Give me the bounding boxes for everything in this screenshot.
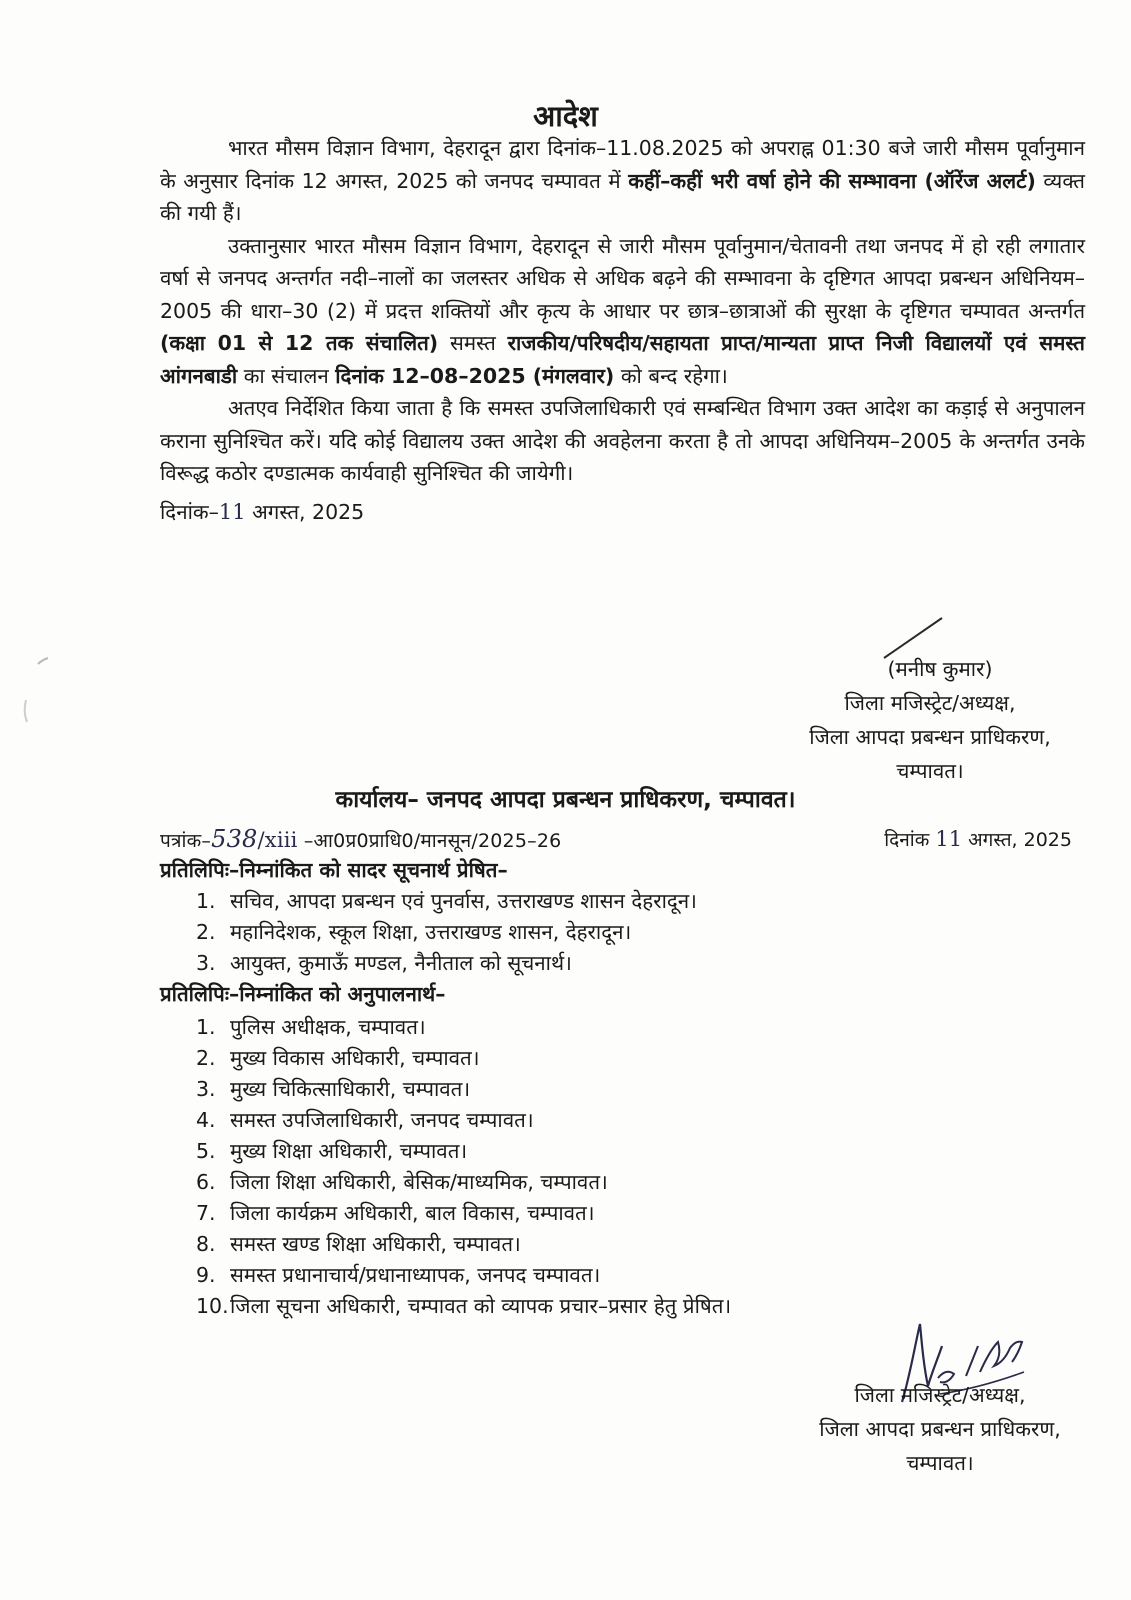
item-number: 6. bbox=[196, 1170, 216, 1194]
item-text: महानिदेशक, स्कूल शिक्षा, उत्तराखण्ड शासन, देहरादून। bbox=[230, 920, 632, 944]
item-text: समस्त खण्ड शिक्षा अधिकारी, चम्पावत। bbox=[230, 1232, 521, 1256]
item-text: मुख्य चिकित्साधिकारी, चम्पावत। bbox=[230, 1077, 471, 1101]
scan-margin-mark bbox=[18, 640, 58, 730]
item-number: 3. bbox=[196, 1077, 216, 1101]
school-types-text: राजकीय/परिषदीय/सहायता प्राप्त/मान्यता प्राप्त निजी विद्यालयों एवं समस्त आंगनबाडी bbox=[160, 331, 1085, 388]
list-item bbox=[196, 1105, 731, 1136]
para2-mid2: का संचालन bbox=[237, 363, 336, 388]
signature-block-1 bbox=[760, 652, 1100, 788]
item-text: मुख्य शिक्षा अधिकारी, चम्पावत। bbox=[230, 1139, 468, 1163]
letter-date-handwritten: 11 bbox=[935, 827, 963, 851]
closure-date-text: दिनांक 12–08–2025 (मंगलवार) bbox=[335, 363, 615, 388]
list-item bbox=[196, 1198, 731, 1229]
signatory-designation: जिला मजिस्ट्रेट/अध्यक्ष, bbox=[844, 691, 1016, 715]
signatory-authority: जिला आपदा प्रबन्धन प्राधिकरण, bbox=[819, 1417, 1061, 1441]
list-item bbox=[196, 917, 697, 948]
order-paragraph-3: अतएव निर्देशित किया जाता है कि समस्त उपजिलाधिकारी एवं सम्बन्धित विभाग उक्त आदेश का कड़ाई से अनुपालन कराना सुनिश्चित करें। यदि कोई विद्यालय उक्त आदेश की अवहेलना करता है तो आपदा अधिनियम–2005 के अन्तर्गत उनके विरूद्ध कठोर दण्डात्मक कार्यवाही सुनिश्चित की जायेगी। bbox=[160, 396, 1085, 485]
item-text: जिला सूचना अधिकारी, चम्पावत को व्यापक प्रचार–प्रसार हेतु प्रेषित। bbox=[230, 1294, 732, 1318]
para2-end: को बन्द रहेगा। bbox=[614, 363, 728, 388]
copy-info-heading: प्रतिलिपिः–निम्नांकित को सादर सूचनार्थ प्रेषित– bbox=[160, 858, 508, 882]
item-text: पुलिस अधीक्षक, चम्पावत। bbox=[230, 1015, 426, 1039]
letter-number-handwritten: 538 bbox=[211, 825, 258, 853]
order-date-rest: अगस्त, 2025 bbox=[245, 499, 365, 524]
para1-text: भारत मौसम विज्ञान विभाग, देहरादून द्वारा दिनांक–11.08.2025 को अपराह्न 01:30 बजे जारी मौसम पूर्वानुमान के अनुसार दिनांक 12 अगस्त, 2025 को जनपद चम्पावत में bbox=[160, 136, 1085, 193]
signatory-authority: जिला आपदा प्रबन्धन प्राधिकरण, bbox=[809, 725, 1051, 749]
signatory-name: (मनीष कुमार) bbox=[887, 657, 993, 681]
list-item bbox=[196, 1136, 731, 1167]
reference-row bbox=[160, 824, 1072, 856]
item-number: 8. bbox=[196, 1232, 216, 1256]
item-text: समस्त उपजिलाधिकारी, जनपद चम्पावत। bbox=[230, 1108, 534, 1132]
list-item bbox=[196, 1260, 731, 1291]
signatory-place: चम्पावत। bbox=[906, 1451, 974, 1475]
order-paragraph-2 bbox=[160, 230, 1085, 393]
order-date-label: दिनांक– bbox=[160, 499, 219, 524]
item-number: 9. bbox=[196, 1263, 216, 1287]
copy-compliance-list bbox=[196, 1012, 731, 1322]
list-item bbox=[196, 1012, 731, 1043]
item-number: 3. bbox=[196, 951, 216, 975]
letter-number-rest: –आ0प्र0प्राधि0/मानसून/2025–26 bbox=[297, 830, 562, 852]
list-item bbox=[196, 1074, 731, 1105]
letter-number bbox=[160, 824, 561, 856]
order-body bbox=[160, 132, 1085, 528]
para2-mid: समस्त bbox=[438, 331, 508, 355]
order-title: आदेश bbox=[533, 99, 598, 133]
orange-alert-text: कहीं–कहीं भरी वर्षा होने की सम्भावना (ऑरेंज अलर्ट) bbox=[628, 168, 1036, 193]
item-number: 1. bbox=[196, 1015, 216, 1039]
item-text: जिला शिक्षा अधिकारी, बेसिक/माध्यमिक, चम्पावत। bbox=[230, 1170, 608, 1194]
signatory-designation: जिला मजिस्ट्रेट/अध्यक्ष, bbox=[854, 1383, 1026, 1407]
signature-block-2 bbox=[780, 1378, 1100, 1480]
signatory-place: चम्पावत। bbox=[896, 759, 964, 783]
office-header: कार्यालय– जनपद आपदा प्रबन्धन प्राधिकरण, चम्पावत। bbox=[335, 787, 796, 813]
item-text: आयुक्त, कुमाऊँ मण्डल, नैनीताल को सूचनार्थ। bbox=[230, 951, 572, 975]
order-date bbox=[160, 496, 1085, 529]
order-paragraph-1 bbox=[160, 132, 1085, 230]
item-text: सचिव, आपदा प्रबन्धन एवं पुनर्वास, उत्तराखण्ड शासन देहरादून। bbox=[230, 889, 697, 913]
list-item bbox=[196, 1291, 731, 1322]
letter-date bbox=[884, 824, 1072, 856]
list-item bbox=[196, 1043, 731, 1074]
item-number: 5. bbox=[196, 1139, 216, 1163]
item-number: 2. bbox=[196, 1046, 216, 1070]
para1-end: व्यक्त की गयी हैं। bbox=[160, 168, 1085, 225]
letter-date-label: दिनांक bbox=[884, 829, 936, 851]
item-number: 7. bbox=[196, 1201, 216, 1225]
order-date-handwritten: 11 bbox=[218, 499, 246, 524]
list-item bbox=[196, 1229, 731, 1260]
item-text: जिला कार्यक्रम अधिकारी, बाल विकास, चम्पावत। bbox=[230, 1201, 595, 1225]
copy-info-list bbox=[196, 886, 697, 979]
item-number: 10. bbox=[196, 1294, 229, 1318]
item-text: मुख्य विकास अधिकारी, चम्पावत। bbox=[230, 1046, 480, 1070]
list-item bbox=[196, 886, 697, 917]
copy-compliance-heading: प्रतिलिपिः–निम्नांकित को अनुपालनार्थ– bbox=[160, 982, 446, 1006]
letter-number-roman: /xiii bbox=[257, 828, 298, 852]
item-number: 2. bbox=[196, 920, 216, 944]
letter-number-label: पत्रांक– bbox=[160, 830, 212, 852]
letter-date-rest: अगस्त, 2025 bbox=[962, 829, 1072, 851]
para2-text: उक्तानुसार भारत मौसम विज्ञान विभाग, देहरादून से जारी मौसम पूर्वानुमान/चेतावनी तथा जनपद में हो रही लगातार वर्षा से जनपद अन्तर्गत नदी–नालों का जलस्तर अधिक से अधिक बढ़ने की सम्भावना के दृष्टिगत आपदा प्रबन्धन अधिनियम–2005 की धारा–30 (2) में प्रदत्त शक्तियों और कृत्य के आधार पर छात्र–छात्राओं की सुरक्षा के दृष्टिगत चम्पावत अन्तर्गत bbox=[160, 233, 1085, 323]
item-number: 4. bbox=[196, 1108, 216, 1132]
list-item bbox=[196, 1167, 731, 1198]
item-number: 1. bbox=[196, 889, 216, 913]
item-text: समस्त प्रधानाचार्य/प्रधानाध्यापक, जनपद चम्पावत। bbox=[230, 1263, 601, 1287]
list-item bbox=[196, 948, 697, 979]
class-range-text: (कक्षा 01 से 12 तक संचालित) bbox=[160, 331, 439, 355]
